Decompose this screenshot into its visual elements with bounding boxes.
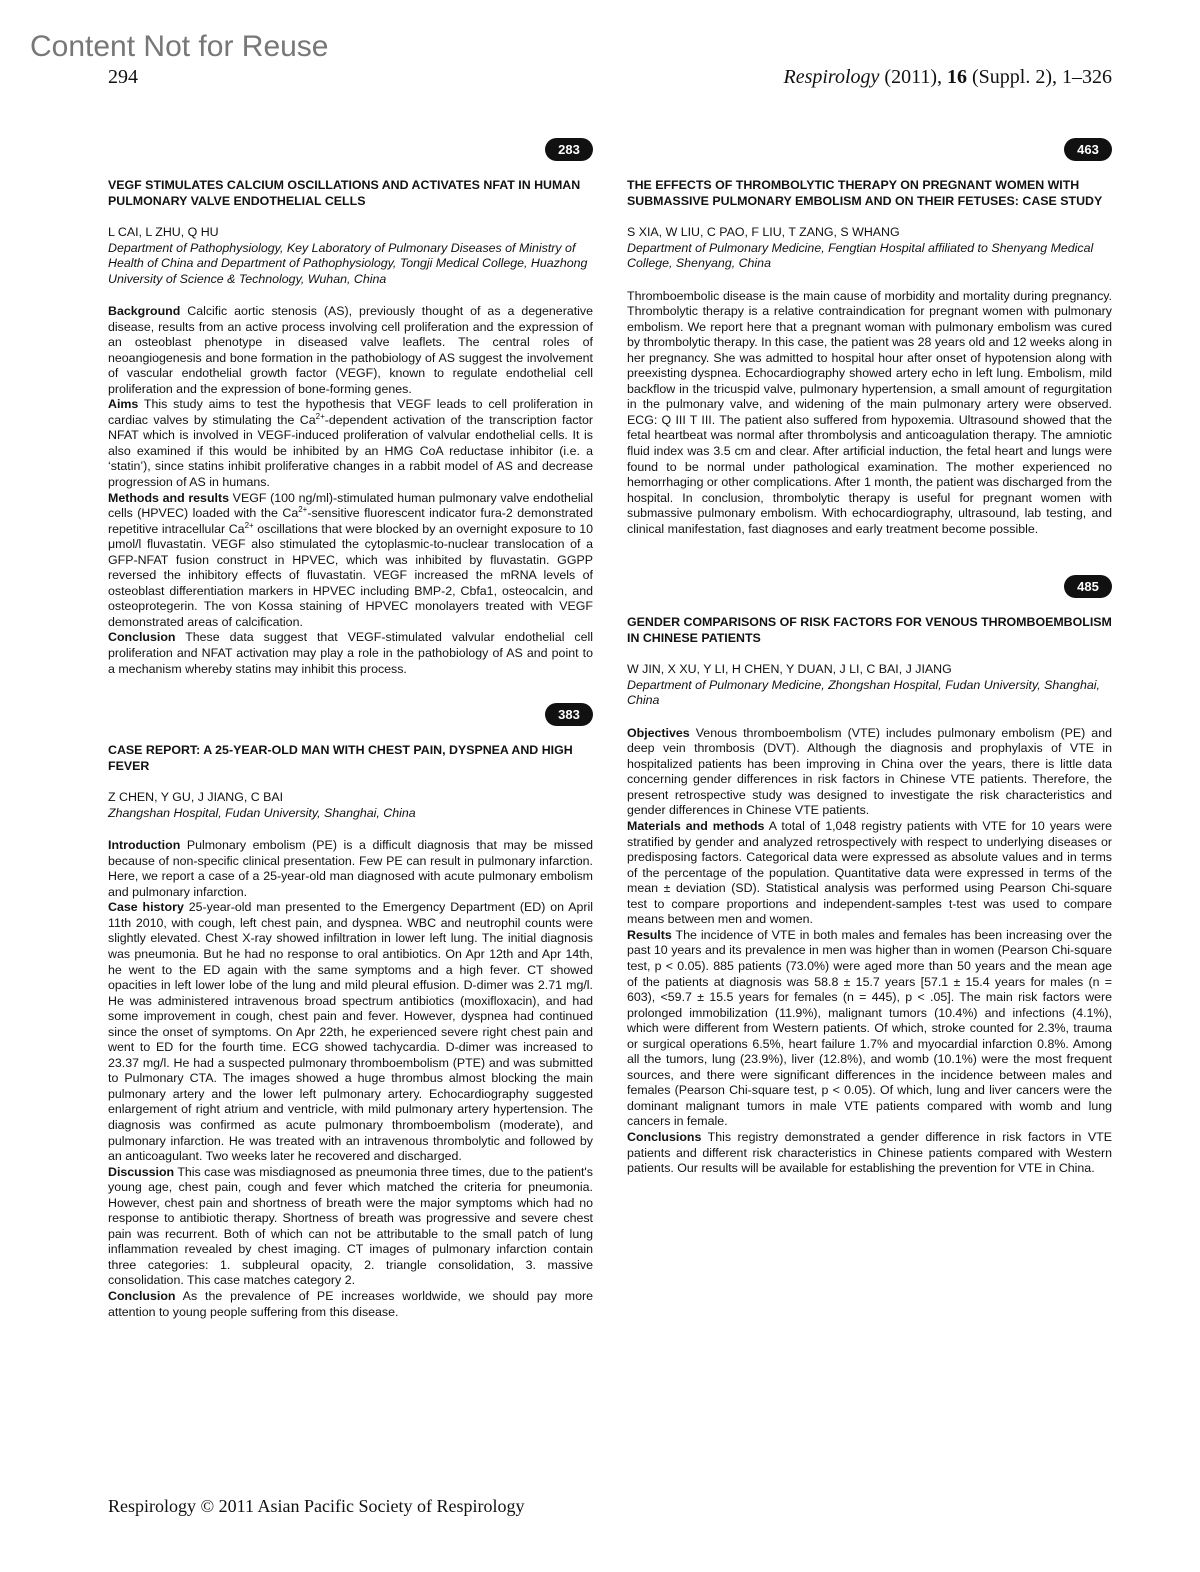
section-heading: Results	[627, 927, 672, 942]
abstract-body	[108, 304, 593, 677]
abstract-title: GENDER COMPARISONS OF RISK FACTORS FOR VENOUS THROMBOEMBOLISM IN CHINESE PATIENTS	[627, 615, 1112, 645]
section-text: VEGF (100 ng/ml)-stimulated human pulmonary valve endothelial cells (HPVEC) loaded with the Ca	[108, 490, 593, 521]
abstract-title: VEGF STIMULATES CALCIUM OSCILLATIONS AND ACTIVATES NFAT IN HUMAN PULMONARY VALVE ENDOTHELIAL CELLS	[108, 178, 581, 208]
page-number: 294	[108, 66, 138, 88]
abstract-authors: Z CHEN, Y GU, J JIANG, C BAI	[108, 790, 284, 805]
journal-issue: (Suppl. 2), 1–326	[967, 66, 1112, 88]
section-heading: Materials and methods	[627, 819, 765, 834]
abstract-283	[108, 138, 593, 677]
section-background	[108, 304, 593, 397]
section-heading: Introduction	[108, 838, 181, 853]
abstract-number-badge: 463	[1064, 138, 1112, 161]
abstract-text: Thromboembolic disease is the main cause of morbidity and mortality during pregnancy. Thrombolytic therapy is a relative contraindication for pregnant women with pulmonary embolism. We report here that a pregnant woman with pulmonary embolism was cured by thrombolytic therapy. In this case, the patient was 28 years old and 12 weeks along in her pregnancy. She was admitted to hospital hour after onset of hypotension along with preexisting dyspnea. Echocardiography showed artery echo in left lung. Embolism, mild backflow in the tricuspid valve, pulmonary hypertension, a small amount of regurgitation in the pulmonary valve, and widening of the main pulmonary artery were observed. ECG: Q III T III. The patient also suffered from hypoxemia. Ultrasound showed that the fetal heartbeat was normal after thrombolysis and anticoagulation therapy. The amniotic fluid index was 3.5 cm and clear. After artificial induction, the fetal heart and lungs were found to be normal under pathological examination. The mother experienced no hemorrhaging or other complications. After 1 month, the patient was discharged from the hospital. In conclusion, thrombolytic therapy is useful for pregnant women with submassive pulmonary embolism. With echocardiography, ultrasound, lab testing, and clinical manifestation, fast diagnoses and early treatment become possible.	[627, 288, 1112, 536]
abstract-authors: W JIN, X XU, Y LI, H CHEN, Y DUAN, J LI, C BAI, J JIANG	[627, 662, 952, 677]
section-heading: Methods and results	[108, 490, 229, 505]
section-text: The incidence of VTE in both males and females has been increasing over the past 10 years and its prevalence in men was higher than in women (Pearson Chi-square test, p < 0.05). 885 patients (73.0%) were aged more than 50 years and the mean age of the patients at diagnosis was 58.8 ± 15.7 years [57.1 ± 15.4 years for males (n = 603), <59.7 ± 15.5 years for females (n = 445), p < .05]. The main risk factors were prolonged immobilization (11.9%), malignant tumors (10.4%) and infections (4.1%), which were different from Western patients. Of which, stroke counted for 2.3%, trauma or surgical operations 6.5%, heart failure 1.7% and myocardial infarction 0.8%. Among all the tumors, lung (23.9%), liver (12.8%), and womb (10.1%) were the most frequent sources, and there were significant differences in the incidence between males and females (Pearson Chi-square test, p < 0.05). Of which, lung and liver cancers were the dominant malignant tumors in male VTE patients compared with womb and lung cancers in female.	[627, 927, 1112, 1129]
abstract-authors: L CAI, L ZHU, Q HU	[108, 225, 219, 239]
section-heading: Discussion	[108, 1164, 175, 1179]
section-text: Venous thromboembolism (VTE) includes pulmonary embolism (PE) and deep vein thrombosis (DVT). Although the diagnosis and prophylaxis of VTE in hospitalized patients has been improving in China over the years, there is little data concerning gender differences in risk factors in Chinese VTE patients. Therefore, the present retrospective study was designed to investigate the risk characteristics and gender differences in Chinese VTE patients.	[627, 725, 1112, 818]
superscript: 2+	[298, 504, 308, 514]
section-discussion	[108, 1165, 593, 1289]
abstract-authors: S XIA, W LIU, C PAO, F LIU, T ZANG, S WHANG	[627, 225, 900, 239]
section-heading: Background	[108, 304, 181, 318]
section-text: 25-year-old man presented to the Emergency Department (ED) on April 11th 2010, with cough, left chest pain, and dyspnea. WBC and neutrophil counts were slightly elevated. Chest X-ray showed infiltration in lower left lung. The initial diagnosis was pneumonia. But he had no response to oral antibiotics. On Apr 12th and Apr 14th, he went to the ED again with the same symptoms and a high fever. CT showed opacities in left lower lobe of the lung and mild pleural effusion. D-dimer was 2.71 mg/l. He was administered intravenous broad spectrum antibiotics (moxifloxacin), and had some improvement in cough, chest pain and fever. However, dyspnea had continued since the onset of symptoms. On Apr 22th, he experienced severe right chest pain and went to ED for the fourth time. ECG showed tachycardia. D-dimer was increased to 23.37 mg/l. He had a suspected pulmonary thromboembolism (PTE) and was submitted to Pulmonary CTA. The images showed a huge thrombus almost blocking the main pulmonary artery and the lower left pulmonary artery. Echocardiography suggested enlargement of right atrium and ventricle, with mild pulmonary artery hypertension. The diagnosis was confirmed as acute pulmonary thromboembolism (moderate), and pulmonary infarction. He was treated with an intravenous thrombolytic and followed by an anticoagulant. Two weeks later he recovered and discharged.	[108, 900, 594, 1164]
section-conclusions	[627, 1130, 1112, 1177]
section-methods	[108, 491, 593, 631]
abstract-affiliation: Department of Pulmonary Medicine, Fengtian Hospital affiliated to Shenyang Medical College, Shenyang, China	[627, 240, 1094, 270]
right-column	[627, 138, 1112, 1177]
section-text: -dependent activation of the transcription factor NFAT which is involved in VEGF-induced proliferation of valvular endothelial cells. It is also examined if this would be inhibited by an HMG CoA reductase inhibitor (i.e. a ‘statin’), since statins inhibit proliferative changes in a rabbit model of AS and decrease progression of AS in humans.	[108, 412, 594, 490]
section-aims	[108, 397, 593, 490]
abstract-body	[627, 289, 1112, 538]
superscript: 2+	[315, 411, 325, 421]
section-text: These data suggest that VEGF-stimulated valvular endothelial cell proliferation and NFAT activation may play a role in the pathobiology of AS and point to a mechanism whereby statins may inhibit this process.	[108, 630, 593, 676]
section-text: -sensitive fluorescent indicator fura-2 demonstrated repetitive intracellular Ca	[108, 506, 593, 536]
section-text: This registry demonstrated a gender difference in risk factors in VTE patients and different risk characteristics in Chinese patients compared with Western patients. Our results will be available for establishing the prevention for VTE in China.	[627, 1129, 1112, 1176]
section-text: Calcific aortic stenosis (AS), previously thought of as a degenerative disease, results from an active process involving cell proliferation and the expression of an osteoblast phenotype in diseased valve leaflets. The central roles of neoangiogenesis and bone formation in the pathobiology of AS suggest the involvement of vascular endothelial growth factor (VEGF), known to regulate endothelial cell proliferation and the expression of bone-forming genes.	[108, 304, 593, 396]
abstract-number-badge: 485	[1064, 575, 1112, 598]
section-text: This study aims to test the hypothesis that VEGF leads to cell proliferation in cardiac valves by stimulating the Ca	[108, 397, 593, 427]
section-text: This case was misdiagnosed as pneumonia three times, due to the patient's young age, chest pain, cough and fever which matched the criteria for pneumonia. However, chest pain and shortness of breath were the major symptoms which had no response to antibiotic therapy. Shortness of breath was progressive and severe chest pain was recurrent. Both of which can not be attributable to the small patch of lung inflammation revealed by chest imaging. CT images of pulmonary infarction contain three categories: 1. subpleural opacity, 2. triangle consolidation, 3. massive consolidation. This case matches category 2.	[108, 1164, 593, 1288]
section-heading: Conclusions	[627, 1129, 702, 1144]
section-text: oscillations that were blocked by an overnight exposure to 10 μmol/l fluvastatin. VEGF also stimulated the cytoplasmic-to-nuclear translocation of a GFP-NFAT fusion construct in HPVEC, which was inhibited by fluvastatin. GGPP reversed the inhibitory effects of fluvastatin. VEGF increased the mRNA levels of osteoblast differentiation markers in HPVEC including BMP-2, Cbfa1, osteocalcin, and osteoprotegerin. The von Kossa staining of HPVEC monolayers treated with VEGF demonstrated areas of calcification.	[108, 521, 593, 629]
left-column	[108, 138, 593, 1320]
abstract-body	[627, 726, 1112, 1177]
abstract-number-badge: 283	[545, 138, 593, 161]
journal-volume: 16	[947, 66, 967, 88]
abstract-affiliation: Department of Pathophysiology, Key Laboratory of Pulmonary Diseases of Ministry of Health of China and Department of Pathophysiology, Tongji Medical College, Huazhong University of Science & Technology, Wuhan, China	[108, 240, 588, 286]
abstract-title: CASE REPORT: A 25-YEAR-OLD MAN WITH CHEST PAIN, DYSPNEA AND HIGH FEVER	[108, 743, 573, 773]
abstract-affiliation: Department of Pulmonary Medicine, Zhongshan Hospital, Fudan University, Shanghai, China	[627, 677, 1100, 708]
section-heading: Objectives	[627, 725, 690, 740]
abstract-485	[627, 575, 1112, 1176]
section-text: A total of 1,048 registry patients with VTE for 10 years were stratified by gender and analyzed retrospectively with respect to underlying diseases or predisposing factors. Categorical data were expressed as absolute values and in terms of the percentage of the population. Quantitative data were expressed in terms of the mean ± deviation (SD). Statistical analysis was performed using Pearson Chi-square test to compare proportions and independent-samples t-test was used to compare means between men and women.	[627, 819, 1113, 927]
section-case-history	[108, 900, 593, 1164]
abstract-463	[627, 138, 1112, 537]
abstract-affiliation: Zhangshan Hospital, Fudan University, Shanghai, China	[108, 805, 416, 820]
section-methods	[627, 819, 1112, 928]
section-conclusion	[108, 1289, 593, 1320]
section-results	[627, 928, 1112, 1130]
section-text: Pulmonary embolism (PE) is a difficult diagnosis that may be missed because of non-specific clinical presentation. Few PE can result in pulmonary infarction. Here, we report a case of a 25-year-old man diagnosed with acute pulmonary embolism and pulmonary infarction.	[108, 838, 593, 899]
section-objectives	[627, 726, 1112, 819]
section-heading: Aims	[108, 397, 139, 412]
section-heading: Case history	[108, 900, 184, 915]
abstract-body	[108, 838, 593, 1320]
abstract-383	[108, 703, 593, 1320]
abstract-number-badge: 383	[545, 703, 593, 726]
section-heading: Conclusion	[108, 1288, 176, 1303]
section-heading: Conclusion	[108, 630, 176, 645]
page-footer: Respirology © 2011 Asian Pacific Society of Respirology	[108, 1496, 525, 1516]
section-introduction	[108, 838, 593, 900]
section-conclusion	[108, 630, 593, 677]
watermark: Content Not for Reuse	[30, 30, 329, 63]
running-head	[784, 66, 1113, 89]
superscript: 2+	[244, 520, 254, 530]
section-text: As the prevalence of PE increases worldwide, we should pay more attention to young people suffering from this disease.	[108, 1288, 593, 1319]
journal-year: (2011),	[879, 66, 947, 88]
journal-name: Respirology	[783, 66, 880, 88]
abstract-title: THE EFFECTS OF THROMBOLYTIC THERAPY ON PREGNANT WOMEN WITH SUBMASSIVE PULMONARY EMBOLISM AND ON THEIR FETUSES: CASE STUDY	[627, 178, 1103, 208]
